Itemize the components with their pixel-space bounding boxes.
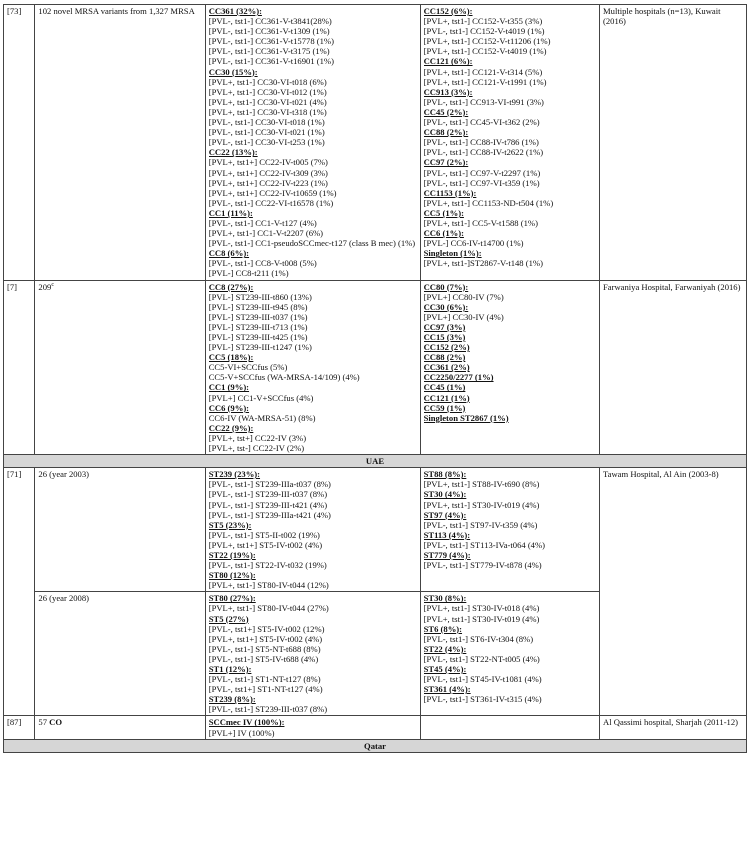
clone-heading: CC22 (9%): [208, 422, 254, 433]
clone-line: [PVL+, tst1+] CC22-IV-t223 (1%) [208, 177, 328, 188]
clone-line: [PVL+, tst1-] CC5-V-t1588 (1%) [423, 217, 538, 228]
clones-column-2 [420, 716, 599, 739]
clone-line: [PVL+, tst1-] ST30-IV-t019 (4%) [423, 613, 540, 624]
clone-line: [PVL-, tst1-] ST97-IV-t359 (4%) [423, 519, 538, 530]
clone-heading: CC97 (3%) [423, 321, 466, 332]
clone-line: [PVL+] IV (100%) [208, 727, 275, 738]
clone-line: [PVL-, tst1-] CC97-VI-t359 (1%) [423, 177, 540, 188]
clone-line: [PVL-, tst1-] CC152-V-t4019 (1%) [423, 26, 545, 37]
clone-heading: ST239 (8%): [208, 694, 256, 705]
clone-line: [PVL+, tst1-] CC30-VI-t318 (1%) [208, 106, 327, 117]
clone-line: [PVL-, tst1-] ST239-IIIa-t037 (8%) [208, 479, 331, 490]
reference-cell: [7] [4, 280, 35, 455]
clones-column-1 [205, 5, 420, 281]
clone-heading: CC15 (3%) [423, 332, 466, 342]
clone-line: [PVL-] ST239-III-t1247 (1%) [208, 342, 312, 353]
clone-heading: ST30 (8%): [423, 593, 467, 604]
country-separator-row [4, 739, 747, 752]
location-cell: Multiple hospitals (n=13), Kuwait (2016) [600, 5, 747, 281]
clone-heading: CC45 (2%): [423, 106, 469, 117]
clone-line: [PVL-, tst1-] CC97-V-t2297 (1%) [423, 167, 541, 178]
location-cell: Tawam Hospital, Al Ain (2003-8) [600, 468, 747, 716]
clone-heading: CC97 (2%): [423, 157, 469, 168]
isolates-text: 102 novel MRSA variants from 1,327 MRSA [38, 6, 195, 16]
clone-line: [PVL-, tst1-] ST5-IV-t688 (4%) [208, 653, 319, 664]
clone-line: CC5-V+SCCfus (WA-MRSA-14/109) (4%) [208, 372, 360, 383]
clone-heading: ST22 (4%): [423, 643, 467, 654]
clone-line: [PVL+, tst1+] CC22-IV-t005 (7%) [208, 157, 328, 168]
clone-line: [PVL+, tst1-] CC121-V-t314 (5%) [423, 66, 543, 77]
clone-line: [PVL+, tst1-] ST80-IV-t044 (12%) [208, 580, 329, 591]
clone-heading: ST80 (12%): [208, 570, 256, 581]
clone-line: [PVL-, tst1-] CC45-VI-t362 (2%) [423, 117, 540, 128]
clone-line: [PVL-, tst1-] ST779-IV-t878 (4%) [423, 560, 542, 571]
clone-line: [PVL-, tst1-] ST6-IV-t304 (8%) [423, 633, 534, 644]
country-separator-row [4, 455, 747, 468]
clone-heading: CC361 (2%) [423, 362, 470, 373]
clone-line: [PVL+, tst1-] CC30-VI-t012 (1%) [208, 86, 327, 97]
reference-cell: [73] [4, 5, 35, 281]
clone-line: [PVL-] ST239-III-t037 (1%) [208, 311, 308, 322]
clone-line: CC5-VI+SCCfus (5%) [208, 362, 288, 373]
clone-line: [PVL-, tst1-] CC88-IV-t2622 (1%) [423, 147, 544, 158]
clone-line: [PVL+, tst1+] ST5-IV-t002 (4%) [208, 633, 323, 644]
clone-line: [PVL+, tst1-] ST30-IV-t018 (4%) [423, 603, 540, 614]
clone-line: [PVL-, tst1-] CC88-IV-t786 (1%) [423, 137, 539, 148]
table-row [4, 716, 747, 739]
clone-line: [PVL-] ST239-III-t713 (1%) [208, 321, 308, 332]
isolates-origin: CO [49, 717, 63, 728]
isolates-cell [35, 716, 205, 739]
clone-heading: CC45 (1%) [423, 382, 466, 393]
clone-line: [PVL-, tst1-] ST239-III-t037 (8%) [208, 704, 328, 715]
clone-line: [PVL-, tst1-] CC361-V-t3841(28%) [208, 16, 332, 27]
clone-line: [PVL-] CC8-t211 (1%) [208, 268, 289, 279]
clone-heading: CC1 (9%): [208, 382, 250, 393]
clone-line: [PVL-, tst1-] CC361-V-t1309 (1%) [208, 26, 330, 37]
clone-heading: CC88 (2%): [423, 127, 469, 138]
clone-line: [PVL+] CC1-V+SCCfus (4%) [208, 392, 314, 403]
clone-line: [PVL+, tst1+] ST5-IV-t002 (4%) [208, 539, 323, 550]
clone-line: [PVL-, tst1-] ST22-IV-t032 (19%) [208, 560, 327, 571]
clones-column-1 [205, 716, 420, 739]
clone-heading: ST361 (4%): [423, 684, 471, 695]
clone-heading: CC1153 (1%): [423, 187, 477, 198]
clone-heading: ST80 (27%): [208, 593, 256, 604]
clone-line: [PVL-, tst1-] CC361-V-t16901 (1%) [208, 56, 334, 67]
clones-column-2 [420, 5, 599, 281]
clone-heading: CC361 (32%): [208, 6, 262, 16]
clone-heading: CC5 (1%): [423, 207, 464, 218]
isolates-text: 26 (year 2008) [38, 593, 90, 604]
clone-heading: ST97 (4%): [423, 509, 467, 520]
clone-heading: ST6 (8%): [423, 623, 463, 634]
clone-line: [PVL-, tst1-] ST361-IV-t315 (4%) [423, 694, 542, 705]
clone-heading: SCCmec IV (100%): [208, 717, 285, 728]
clone-heading: ST113 (4%): [423, 529, 471, 540]
clone-heading: Singleton ST2867 (1%) [423, 412, 509, 423]
clone-line: [PVL+, tst1-] CC152-V-t4019 (1%) [423, 46, 547, 57]
clone-line: [PVL+, tst1+] CC22-IV-t309 (3%) [208, 167, 328, 178]
clone-heading: ST5 (27%) [208, 613, 249, 624]
isolates-cell [35, 280, 205, 455]
clone-line: [PVL-, tst1-] CC913-VI-t991 (3%) [423, 96, 544, 107]
clones-column-1 [205, 468, 420, 592]
clone-line: [PVL-, tst1-] ST22-NT-t005 (4%) [423, 653, 540, 664]
clone-heading: CC88 (2%) [423, 352, 466, 363]
country-label: Qatar [4, 739, 747, 752]
clone-line: [PVL-, tst1-] CC361-V-t3175 (1%) [208, 46, 330, 57]
clone-line: [PVL-, tst1-] ST239-III-t421 (4%) [208, 499, 328, 510]
clone-line: [PVL+, tst1+] CC22-IV-t10659 (1%) [208, 187, 337, 198]
clone-heading: ST1 (12%): [208, 664, 252, 674]
clone-heading: CC30 (15%): [208, 66, 258, 77]
clone-line: [PVL+, tst1-] CC1153-ND-t504 (1%) [423, 197, 554, 208]
clone-line: [PVL-, tst1+] ST1-NT-t127 (4%) [208, 684, 323, 695]
clone-line: [PVL+, tst1-] ST30-IV-t019 (4%) [423, 499, 540, 510]
clone-line: [PVL+] CC30-IV (4%) [423, 311, 504, 322]
isolates-footnote: c [51, 281, 54, 288]
clone-line: [PVL+] CC80-IV (7%) [423, 291, 504, 302]
clone-line: [PVL-, tst1-] CC30-VI-t021 (1%) [208, 127, 325, 138]
table-row [4, 5, 747, 281]
clone-line: [PVL-, tst1+] ST5-IV-t002 (12%) [208, 623, 325, 634]
location-cell: Al Qassimi hospital, Sharjah (2011-12) [600, 716, 747, 739]
clone-line: [PVL-, tst1-] CC1-V-t127 (4%) [208, 217, 317, 228]
clone-line: [PVL+, tst1-] CC1-V-t2207 (6%) [208, 228, 324, 239]
clone-heading: CC22 (13%): [208, 147, 258, 158]
clone-heading: ST22 (19%): [208, 549, 256, 560]
clone-line: [PVL-] ST239-III-t425 (1%) [208, 332, 308, 342]
clone-line: [PVL-, tst1-] CC361-V-t15778 (1%) [208, 36, 334, 47]
clone-heading: ST5 (23%): [208, 519, 252, 530]
clones-column-2 [420, 468, 599, 592]
clone-heading: ST239 (23%): [208, 469, 261, 480]
clone-line: [PVL-, tst1-] CC30-VI-t253 (1%) [208, 137, 325, 148]
clone-heading: ST45 (4%): [423, 664, 467, 674]
clone-heading: CC6 (1%): [423, 228, 464, 239]
table-body [4, 5, 747, 753]
clone-line: [PVL-, tst1-] CC22-VI-t16578 (1%) [208, 197, 334, 208]
table-row [4, 468, 747, 592]
clone-line: [PVL-] ST239-III-t945 (8%) [208, 301, 308, 312]
clones-column-2 [420, 592, 599, 716]
mrsa-clones-table [3, 4, 747, 753]
clone-heading: CC2250/2277 (1%) [423, 372, 494, 383]
clone-heading: CC5 (18%): [208, 352, 254, 363]
clone-heading: CC30 (6%): [423, 301, 469, 312]
reference-cell: [71] [4, 468, 35, 716]
clone-heading: CC6 (9%): [208, 402, 250, 413]
clone-line: [PVL+, tst1-] CC30-VI-t021 (4%) [208, 96, 327, 107]
clone-heading: CC121 (1%) [423, 392, 470, 403]
clone-heading: CC121 (6%): [423, 56, 473, 67]
clone-line: [PVL+, tst1-] CC121-V-t1991 (1%) [423, 76, 547, 87]
clone-line: CC6-IV (WA-MRSA-51) (8%) [208, 412, 316, 423]
location-cell: Farwaniya Hospital, Farwaniyah (2016) [600, 280, 747, 455]
clone-heading: CC1 (11%): [208, 207, 253, 218]
clone-line: [PVL-, tst1-] CC30-VI-t018 (1%) [208, 117, 325, 128]
clone-line: [PVL-] ST239-III-t860 (13%) [208, 291, 312, 302]
clone-line: [PVL+, tst1-] CC152-V-t355 (3%) [423, 16, 543, 27]
clone-heading: ST88 (8%): [423, 469, 467, 480]
clone-line: [PVL+, tst-] CC22-IV (2%) [208, 443, 305, 454]
clone-line: [PVL+, tst1-] CC152-V-t11206 (1%) [423, 36, 551, 47]
clone-heading: CC152 (2%) [423, 342, 470, 353]
clones-column-2 [420, 280, 599, 455]
isolates-cell [35, 468, 205, 592]
clone-line: [PVL-, tst1-] ST1-NT-t127 (8%) [208, 674, 321, 685]
clone-line: [PVL-, tst1-] ST5-NT-t688 (8%) [208, 643, 321, 654]
clone-heading: CC152 (6%): [423, 6, 473, 16]
clone-heading: CC8 (27%): [208, 281, 254, 292]
clone-line: [PVL+, tst1-] ST80-IV-t044 (27%) [208, 603, 329, 614]
clone-heading: ST30 (4%): [423, 489, 467, 500]
country-label: UAE [4, 455, 747, 468]
isolates-text: 209 [38, 281, 52, 292]
clone-line: [PVL-, tst1-] ST45-IV-t1081 (4%) [423, 674, 542, 685]
reference-cell: [87] [4, 716, 35, 739]
clone-line: [PVL-, tst1-] CC8-V-t008 (5%) [208, 258, 317, 269]
clone-heading: CC80 (7%): [423, 281, 469, 292]
isolates-text: 26 (year 2003) [38, 469, 90, 480]
clone-line: [PVL-, tst1-] ST239-IIIa-t421 (4%) [208, 509, 331, 520]
clone-heading: CC59 (1%) [423, 402, 466, 413]
isolates-text: 57 [38, 717, 48, 728]
clones-column-1 [205, 592, 420, 716]
clone-line: [PVL-, tst1-] CC1-pseudoSCCmec-t127 (class B mec) (1%) [208, 238, 416, 249]
clone-line: [PVL-] CC6-IV-t14700 (1%) [423, 238, 524, 249]
clone-heading: ST779 (4%): [423, 549, 471, 560]
clone-line: [PVL+, tst1-] CC30-VI-t018 (6%) [208, 76, 327, 87]
clone-line: [PVL+, tst+] CC22-IV (3%) [208, 432, 307, 443]
clone-line: [PVL-, tst1-] ST113-IVa-t064 (4%) [423, 539, 545, 550]
isolates-cell [35, 5, 205, 281]
clone-line: [PVL-, tst1-] ST5-II-t002 (19%) [208, 529, 320, 540]
clone-heading: CC8 (6%): [208, 248, 250, 259]
clone-line: [PVL+, tst1-]ST2867-V-t148 (1%) [423, 258, 543, 269]
clone-heading: Singleton (1%): [423, 248, 482, 259]
clone-line: [PVL-, tst1-] ST239-III-t037 (8%) [208, 489, 328, 500]
isolates-cell [35, 592, 205, 716]
clones-column-1 [205, 280, 420, 455]
table-row [4, 280, 747, 455]
clone-line: [PVL+, tst1-] ST88-IV-t690 (8%) [423, 479, 540, 490]
clone-heading: CC913 (3%): [423, 86, 473, 97]
